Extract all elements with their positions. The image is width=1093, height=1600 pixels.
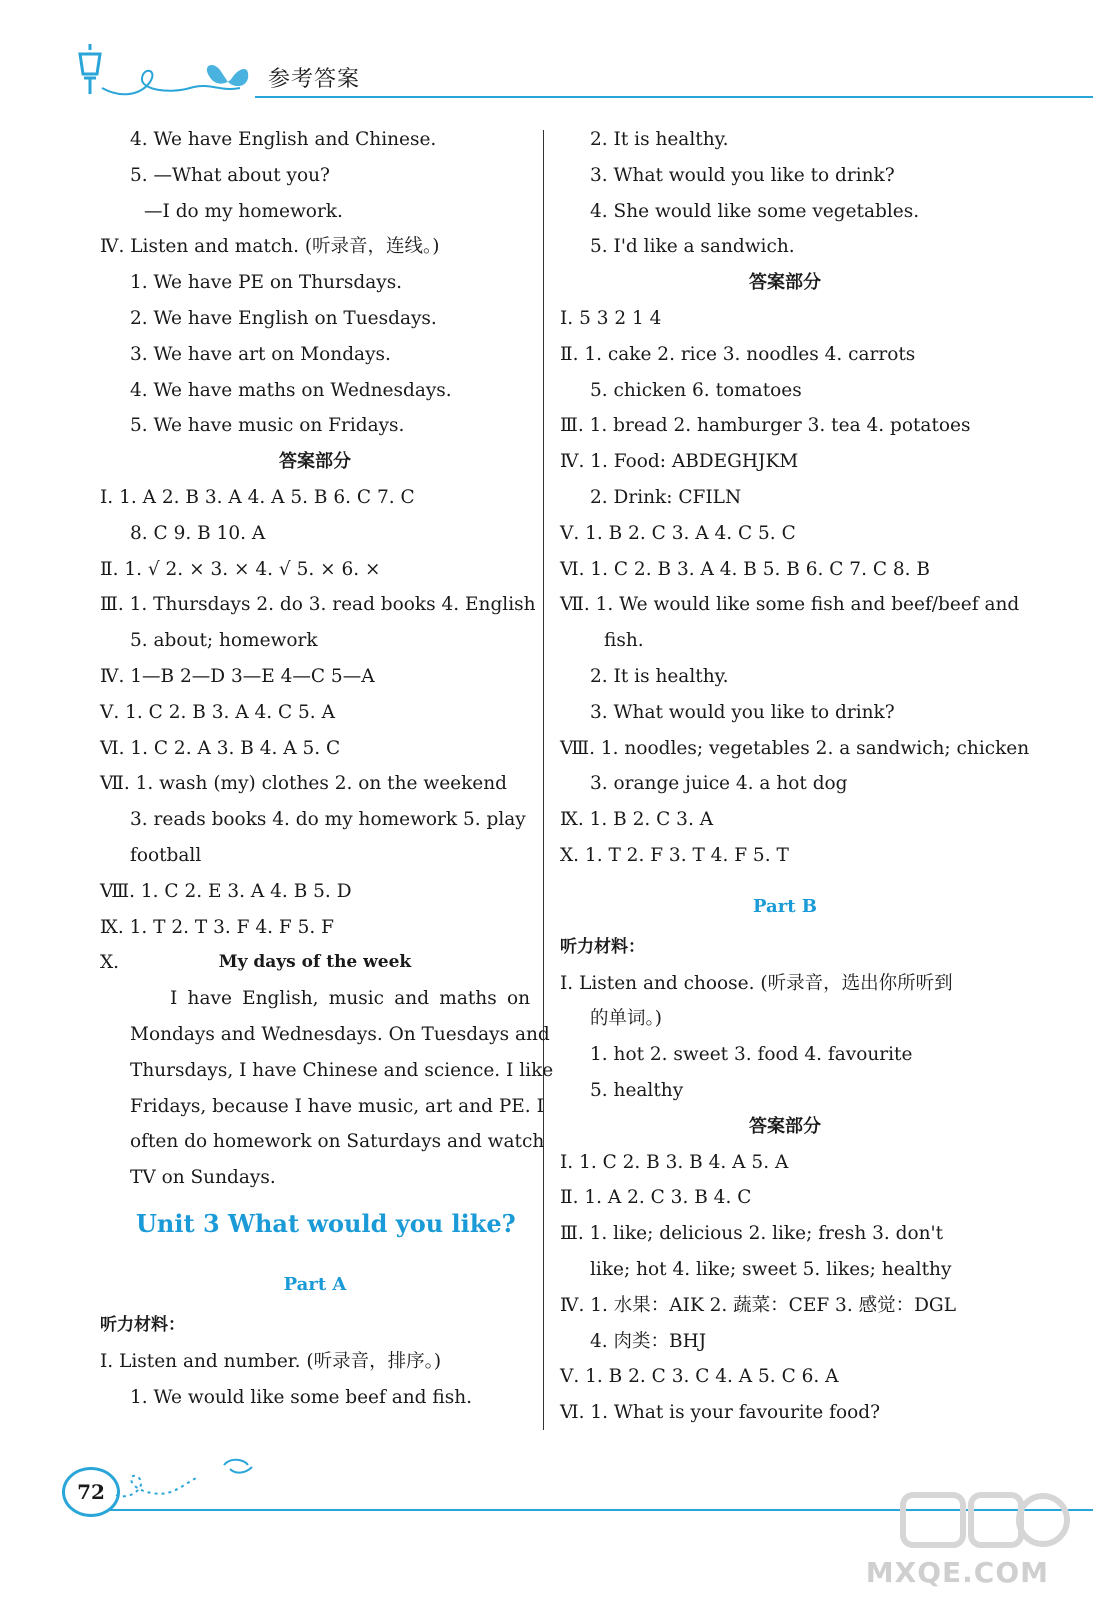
text-line: fish. — [604, 630, 644, 652]
text-line: Ⅴ. 1. C 2. B 3. A 4. C 5. A — [100, 701, 335, 723]
text-line: Ⅱ. 1. cake 2. rice 3. noodles 4. carrots — [560, 343, 916, 365]
essay-line: Thursdays, I have Chinese and science. I like — [130, 1059, 554, 1081]
answer-section-heading: 答案部分 — [279, 451, 351, 473]
text-line: 4. We have English and Chinese. — [130, 129, 437, 150]
text-line: 4. She would like some vegetables. — [590, 200, 920, 222]
text-line: Ⅸ. 1. B 2. C 3. A — [560, 809, 714, 831]
text-line: Ⅰ. 1. A 2. B 3. A 4. A 5. B 6. C 7. C — [100, 486, 415, 508]
text-line: 2. Drink: CFILN — [590, 486, 742, 508]
text-line: 5. about; homework — [130, 630, 318, 652]
text-line: Ⅳ. 1. 水果：AIK 2. 蔬菜：CEF 3. 感觉：DGL — [560, 1294, 956, 1316]
text-line: 的单词。) — [590, 1008, 662, 1030]
text-line: Ⅵ. 1. C 2. A 3. B 4. A 5. C — [100, 737, 341, 759]
listening-material-heading: 听力材料： — [100, 1314, 185, 1335]
text-line: 1. hot 2. sweet 3. food 4. favourite — [590, 1044, 913, 1066]
text-line: Ⅰ. Listen and number. (听录音，排序。) — [100, 1350, 442, 1372]
essay-line: I have English, music and maths on — [170, 988, 530, 1010]
text-line: like; hot 4. like; sweet 5. likes; healthy — [590, 1258, 952, 1280]
text-line: 3. orange juice 4. a hot dog — [590, 773, 848, 795]
essay-line: Fridays, because I have music, art and PE. I — [130, 1095, 544, 1117]
text-line: Ⅳ. 1—B 2—D 3—E 4—C 5—A — [100, 665, 375, 687]
part-b-label: Part B — [753, 895, 817, 917]
text-line: 1. We would like some beef and fish. — [130, 1386, 473, 1408]
text-line: Ⅵ. 1. What is your favourite food? — [560, 1402, 880, 1424]
text-line: 2. It is healthy. — [590, 665, 729, 687]
text-line: Ⅳ. Listen and match. (听录音，连线。) — [100, 236, 440, 258]
page-footer — [0, 1455, 1093, 1600]
text-line: football — [130, 844, 202, 866]
text-line: Ⅱ. 1. √ 2. × 3. × 4. √ 5. × 6. × — [100, 558, 381, 580]
text-line: Ⅹ. 1. T 2. F 3. T 4. F 5. T — [560, 844, 789, 866]
text-line: Ⅲ. 1. bread 2. hamburger 3. tea 4. potatoes — [560, 415, 971, 437]
text-line: 4. We have maths on Wednesdays. — [130, 379, 452, 401]
listening-material-heading: 听力材料： — [560, 936, 645, 957]
text-line: 2. We have English on Tuesdays. — [130, 307, 437, 329]
text-line: Ⅵ. 1. C 2. B 3. A 4. B 5. B 6. C 7. C 8. B — [560, 558, 930, 580]
page-number: 72 — [62, 1467, 120, 1517]
text-line: 5. I'd like a sandwich. — [590, 236, 795, 258]
header-rule — [255, 96, 1093, 98]
text-line: Ⅰ. Listen and choose. (听录音，选出你所听到 — [560, 972, 953, 994]
unit-title: Unit 3 What would you like? — [136, 1208, 516, 1238]
text-line: 3. What would you like to drink? — [590, 164, 895, 186]
text-line: 2. It is healthy. — [590, 129, 729, 150]
watermark — [865, 1485, 1073, 1595]
text-line: 8. C 9. B 10. A — [130, 522, 266, 544]
part-a-label: Part A — [283, 1273, 347, 1295]
dotted-swirl-icon — [112, 1455, 262, 1505]
watermark-logo-icon — [893, 1485, 1073, 1555]
essay-heading — [100, 945, 530, 981]
right-column — [560, 122, 1030, 1431]
essay-title: My days of the week — [218, 952, 412, 973]
text-line: Ⅸ. 1. T 2. T 3. F 4. F 5. F — [100, 916, 334, 938]
text-line: Ⅲ. 1. like; delicious 2. like; fresh 3. don't — [560, 1223, 944, 1245]
watermark-text: MXQE.COM — [865, 1556, 1049, 1589]
text-line: Ⅴ. 1. B 2. C 3. C 4. A 5. C 6. A — [560, 1366, 839, 1388]
answer-section-heading: 答案部分 — [749, 272, 821, 294]
left-column — [100, 122, 554, 1415]
text-line: Ⅶ. 1. We would like some fish and beef/beef and — [560, 594, 1020, 616]
essay-line: Mondays and Wednesdays. On Tuesdays and — [130, 1023, 550, 1045]
text-line: Ⅶ. 1. wash (my) clothes 2. on the weekend — [100, 773, 508, 795]
text-line: Ⅱ. 1. A 2. C 3. B 4. C — [560, 1187, 752, 1209]
text-line: 3. reads books 4. do my homework 5. play — [130, 809, 526, 831]
text-line: Ⅰ. 1. C 2. B 3. B 4. A 5. A — [560, 1151, 789, 1173]
text-line: Ⅷ. 1. C 2. E 3. A 4. B 5. D — [100, 880, 352, 902]
text-line: Ⅳ. 1. Food: ABDEGHJKM — [560, 451, 799, 473]
swirl-decoration-icon — [100, 58, 270, 100]
essay-line: often do homework on Saturdays and watch — [130, 1131, 545, 1153]
page-header — [0, 0, 1093, 110]
text-line: —I do my homework. — [144, 200, 343, 222]
text-line: Ⅴ. 1. B 2. C 3. A 4. C 5. C — [560, 522, 796, 544]
text-line: 5. We have music on Fridays. — [130, 415, 405, 437]
text-line: 3. What would you like to drink? — [590, 701, 895, 723]
page-title: 参考答案 — [268, 67, 361, 92]
text-line: 3. We have art on Mondays. — [130, 343, 391, 365]
text-line: Ⅷ. 1. noodles; vegetables 2. a sandwich; chicken — [560, 737, 1030, 759]
text-line: 5. healthy — [590, 1079, 684, 1101]
essay-label: Ⅹ. — [100, 952, 120, 974]
text-line: 1. We have PE on Thursdays. — [130, 272, 403, 294]
text-line: 5. chicken 6. tomatoes — [590, 379, 802, 401]
text-line: Ⅰ. 5 3 2 1 4 — [560, 307, 662, 329]
text-line: Ⅲ. 1. Thursdays 2. do 3. read books 4. English — [100, 594, 536, 616]
essay-line: TV on Sundays. — [130, 1167, 276, 1189]
column-divider — [543, 130, 544, 1430]
text-line: 4. 肉类：BHJ — [590, 1330, 707, 1352]
answer-section-heading: 答案部分 — [749, 1115, 821, 1137]
text-line: 5. —What about you? — [130, 164, 330, 186]
